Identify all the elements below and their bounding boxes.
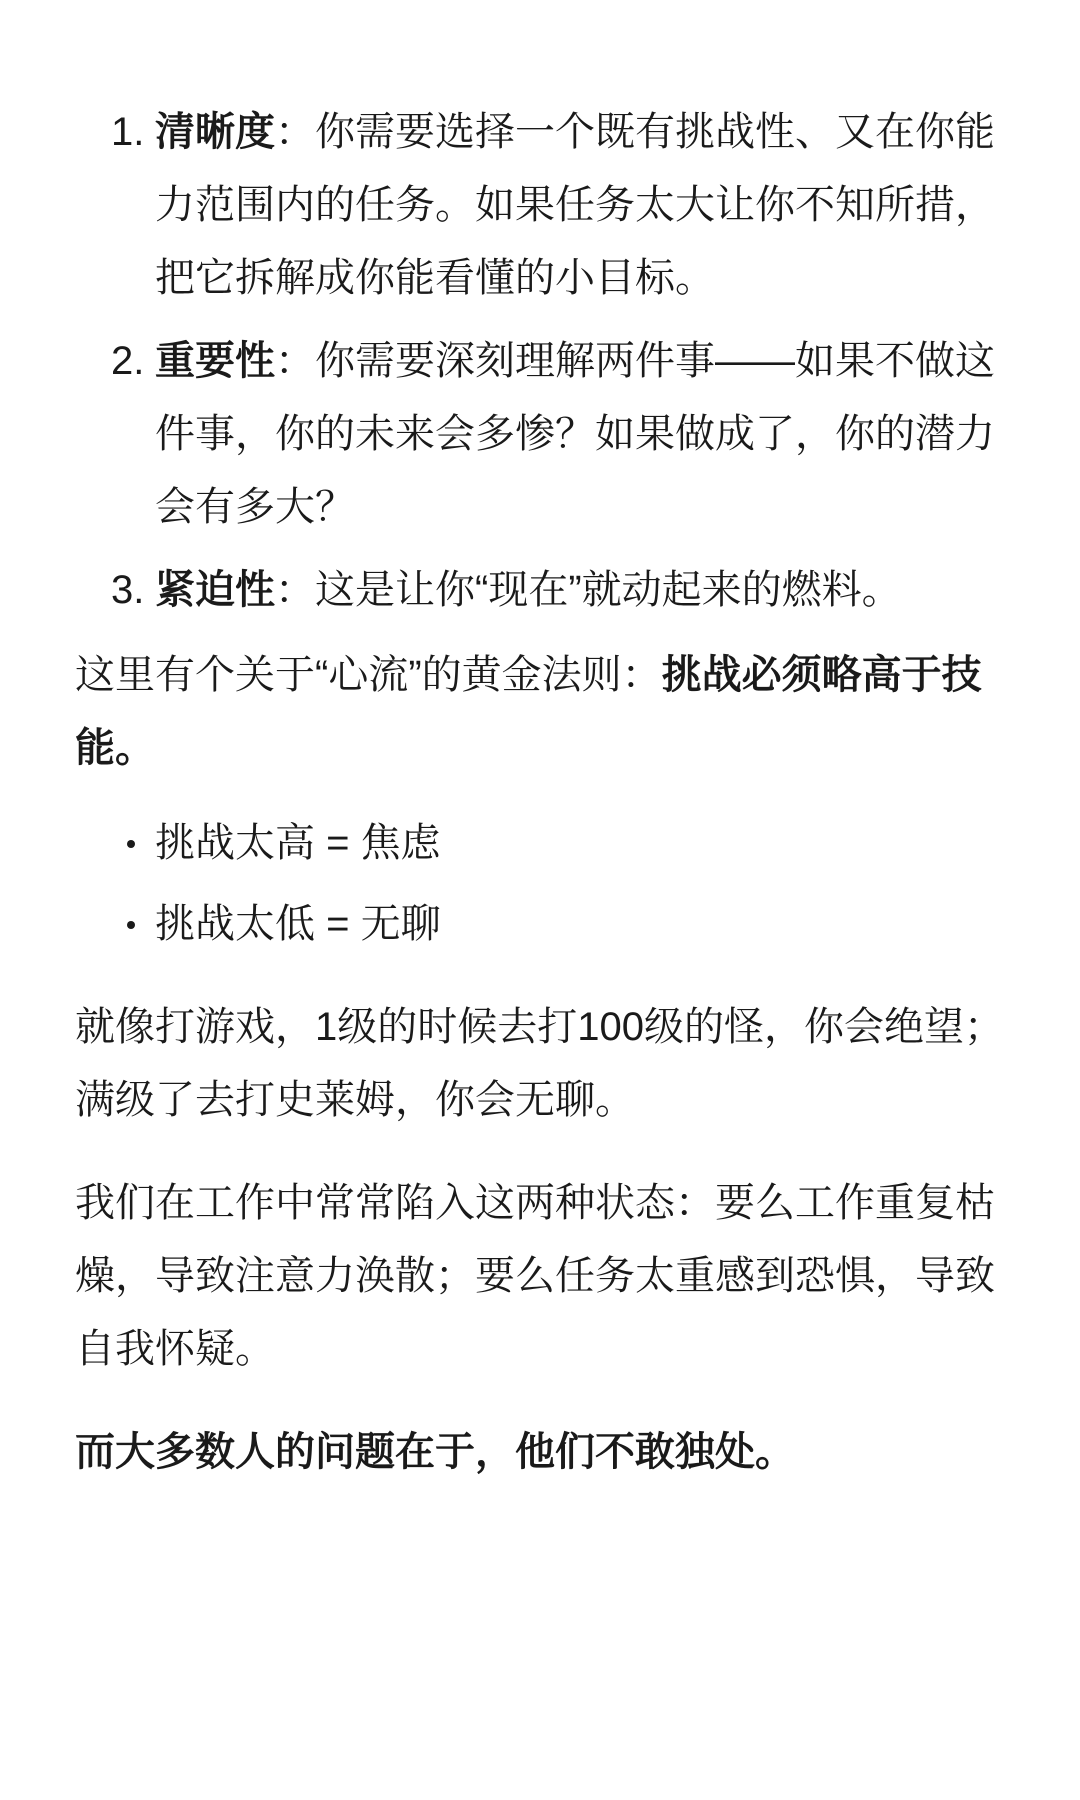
list-number: 2. <box>111 339 145 383</box>
final-bold-text: 而大多数人的问题在于，他们不敢独处。 <box>75 1430 795 1474</box>
rule-bold-text: 挑战必须略高于技能。 <box>75 653 982 770</box>
list-item <box>75 554 1015 627</box>
rule-text: 这里有个关于“心流”的黄金法则： <box>75 653 662 697</box>
list-item-text: ：你需要深刻理解两件事——如果不做这件事，你的未来会多惨？如果做成了，你的潜力会有多大？ <box>155 339 995 529</box>
numbered-list <box>75 96 1015 627</box>
game-paragraph: 就像打游戏，1级的时候去打100级的怪，你会绝望；满级了去打史莱姆，你会无聊。 <box>75 1005 1004 1122</box>
list-item-title: 清晰度 <box>155 110 275 154</box>
list-item <box>75 325 1015 544</box>
rule-paragraph <box>75 639 1015 785</box>
list-item-text: ：这是让你“现在”就动起来的燃料。 <box>275 568 902 612</box>
bullet-text: 挑战太低 = 无聊 <box>155 902 441 946</box>
bullet-dot-icon <box>127 921 135 929</box>
list-item-text: ：你需要选择一个既有挑战性、又在你能力范围内的任务。如果任务太大让你不知所措，把它拆解成你能看懂的小目标。 <box>155 110 995 300</box>
bullet-item <box>75 807 1015 880</box>
article-body <box>75 96 1015 1489</box>
list-item <box>75 96 1015 315</box>
final-paragraph <box>75 1416 1015 1489</box>
list-item-title: 重要性 <box>155 339 275 383</box>
work-paragraph: 我们在工作中常常陷入这两种状态：要么工作重复枯燥，导致注意力涣散；要么任务太重感到恐惧，导致自我怀疑。 <box>75 1181 995 1371</box>
bullet-item <box>75 888 1015 961</box>
bullet-list <box>75 807 1015 961</box>
list-number: 3. <box>111 568 145 612</box>
list-item-title: 紧迫性 <box>155 568 275 612</box>
bullet-dot-icon <box>127 840 135 848</box>
bullet-text: 挑战太高 = 焦虑 <box>155 821 441 865</box>
list-number: 1. <box>111 110 145 154</box>
